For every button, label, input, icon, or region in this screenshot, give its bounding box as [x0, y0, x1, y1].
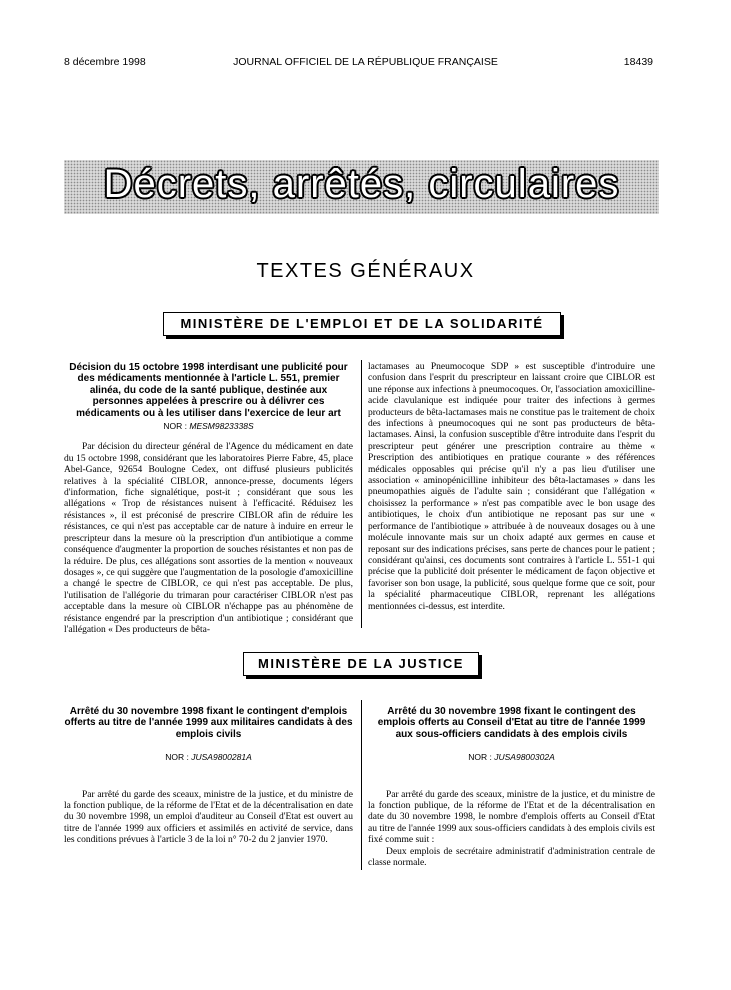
article-1-body-part-2: lactamases au Pneumocoque SDP » est susceptible d'introduire une confusion dans l'esprit du prescripteur en laissant croire que CIBLOR est une réponse aux infections à pneumocoques. Or, l'association amoxicilline-acide clavulanique est indiquée pour traiter des infections à germes producteurs de bêta-lactamases mais ne constitue pas le traitement de choix des infections à pneumocoques qui ne sont pas producteurs de bêta-lactamases. Ainsi, la confusion susceptible d'être introduite dans l'esprit du prescripteur peut générer une prescription contraire au thème « Prescription des antibiotiques en pratique courante » des références médicales opposables qui précise qu'il n'y a pas lieu d'utiliser une association « aminopénicilline inhibiteur des bêta-lactamases » dans les pneumopathies aiguës de l'adulte sain ; considérant que l'allégation « choisissez la performance » n'est pas compatible avec le bon usage des antibiotiques, le choix d'un antibiotique ne reposant pas sur une « performance de l'antibiotique » attribuée à de nouveaux dosages ou à une molécule innovante mais sur un choix adapté aux germes en cause et reposant sur des indications précises, sans perte de chances pour le patient ; considérant qu'ainsi, ces documents sont contraires à l'article L. 551-1 qui précise que la publicité doit présenter le médicament de façon objective et favoriser son bon usage, la publicité, sous quelque forme que ce soit, pour la spécialité pharmaceutique CIBLOR, reprenant les allégations mentionnées ci-dessus, est interdite.	[368, 362, 656, 612]
article-1-nor-label: NOR :	[163, 421, 187, 432]
article-2-nor-code: JUSA9800281A	[191, 752, 252, 763]
section-title: TEXTES GÉNÉRAUX	[256, 260, 475, 282]
article-3-nor-code: JUSA9800302A	[494, 752, 555, 763]
article-1-nor-code: MESM9823338S	[189, 421, 254, 432]
banner-title: Décrets, arrêtés, circulaires	[103, 162, 620, 206]
ministry-heading-emploi: MINISTÈRE DE L'EMPLOI ET DE LA SOLIDARITÉ	[163, 312, 561, 336]
article-1-column-2	[368, 362, 655, 613]
article-3-body-paragraph-1: Par arrêté du garde des sceaux, ministre de la justice, et du ministre de la fonction publique, de la réforme de l'Etat et de la décentralisation en date du 30 novembre 1998, le nombre d'emplois offerts au Conseil d'Etat au titre de l'année 1999 aux sous-officiers candidats à des emplois civils est fixé comme suit :	[368, 789, 655, 846]
article-3-nor	[368, 752, 655, 763]
article-2	[64, 706, 353, 847]
header-page-number: 18439	[623, 56, 653, 68]
article-1-column-1	[64, 362, 353, 636]
ministry-heading-justice: MINISTÈRE DE LA JUSTICE	[243, 652, 479, 676]
article-2-nor-label: NOR :	[165, 752, 189, 763]
article-3-nor-label: NOR :	[468, 752, 492, 763]
article-1-nor	[64, 421, 353, 432]
header-date: 8 décembre 1998	[64, 56, 146, 68]
article-3-title: Arrêté du 30 novembre 1998 fixant le contingent des emplois offerts au Conseil d'Etat au titre de l'année 1999 aux sous-officiers candidats à des emplois civils	[377, 706, 646, 740]
article-1-body-part-1: Par décision du directeur général de l'Agence du médicament en date du 15 octobre 1998, considérant que les laboratoires Pierre Fabre, 45, place Abel-Gance, 92654 Boulogne Cedex, ont diffusé plusieurs publicités relatives à la spécialité CIBLOR, annonce-presse, documents légers d'information, fiche signalétique, post-it ; considérant que sous les allégations « Trop de résistances nuisent à l'efficacité. Réduisez les résistances », il est préconisé de prescrire CIBLOR afin de réduire les résistances, ce qui n'est pas acceptable car de nature à induire en erreur le prescripteur dans la mesure où la prescription d'un antibiotique a comme conséquence d'augmenter la proportion de souches résistantes et non pas de la réduire. De plus, ces allégations sont assorties de la mention « nouveaux dosages », ce qui suggère que l'augmentation de la posologie d'amoxicilline a changé le spectre de CIBLOR, ce qui n'est pas acceptable. De plus, l'utilisation de l'allégorie du trimaran pour caractériser CIBLOR n'est pas acceptable dans la mesure où CIBLOR n'échappe pas au phénomène de résistance engendré par la prescription d'un antibiotique ; considérant que l'allégation « Des producteurs de bêta-	[64, 442, 353, 635]
title-banner	[64, 160, 659, 214]
article-2-title: Arrêté du 30 novembre 1998 fixant le contingent d'emplois offerts au titre de l'année 1999 aux militaires candidats à des emplois civils	[64, 706, 353, 740]
header-journal-title: JOURNAL OFFICIEL DE LA RÉPUBLIQUE FRANÇAISE	[233, 56, 498, 68]
article-2-nor	[64, 752, 353, 763]
article-2-body: Par arrêté du garde des sceaux, ministre de la justice, et du ministre de la fonction publique, de la réforme de l'Etat et de la décentralisation en date du 30 novembre 1998, un emploi d'auditeur au Conseil d'Etat est ouvert au titre de l'année 1999 aux officiers et assimilés en activité de service, dans les conditions prévues à l'article 3 de la loi n° 70-2 du 2 janvier 1970.	[64, 789, 353, 846]
article-1-title: Décision du 15 octobre 1998 interdisant une publicité pour des médicaments mentionnée à l'article L. 551, premier alinéa, du code de la santé publique, destinée aux personnes appelées à prescrire ou à délivrer ces médicaments ou à les utiliser dans l'exercice de leur art	[69, 362, 348, 419]
column-divider	[361, 360, 362, 628]
article-3-body-paragraph-2: Deux emplois de secrétaire administratif d'administration centrale de classe normale.	[368, 846, 655, 869]
column-divider	[361, 700, 362, 870]
article-3	[368, 706, 655, 869]
